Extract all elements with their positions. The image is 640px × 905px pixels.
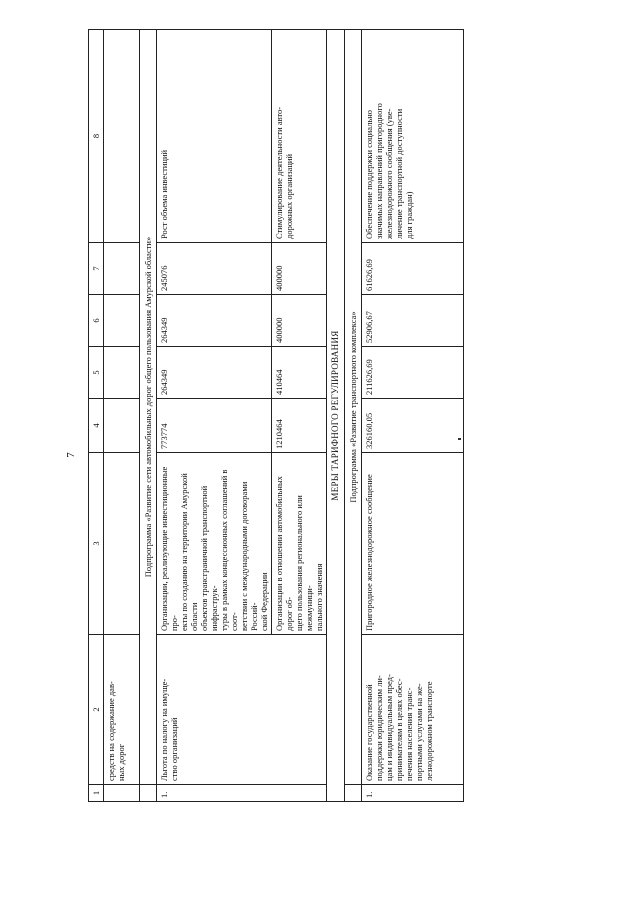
recipient-cell: Пригородное железнодорожное сообщение bbox=[362, 453, 464, 635]
result-cell: Обеспечение поддержки социально значимых направлений пригородного железнодорожного сообщения (уве- личение транспортной доступности для граждан) bbox=[362, 30, 464, 243]
value-cell: 773774 bbox=[157, 399, 272, 453]
result-cell: Стимулирование деятельности авто- дорожных организаций bbox=[272, 30, 327, 243]
value-cell: 211626,69 bbox=[362, 347, 464, 399]
rotated-table-area bbox=[88, 30, 450, 802]
subprogram-title: Подпрограмма «Развитие сети автомобильных дорог общего пользования Амурской области» bbox=[140, 30, 157, 785]
row-number: 1. bbox=[362, 785, 464, 802]
table-cell bbox=[104, 295, 140, 347]
table-cell bbox=[104, 30, 140, 243]
carryover-measure: средств на содержание дав- ных дорог bbox=[104, 635, 140, 785]
value-cell: 410464 bbox=[272, 347, 327, 399]
section-title: МЕРЫ ТАРИФНОГО РЕГУЛИРОВАНИЯ bbox=[327, 30, 345, 802]
header-cell-6: 6 bbox=[89, 295, 104, 347]
table-row bbox=[362, 30, 464, 802]
value-cell: 52906,67 bbox=[362, 295, 464, 347]
header-cell-2: 2 bbox=[89, 635, 104, 785]
value-cell: 264349 bbox=[157, 347, 272, 399]
subprogram-row bbox=[345, 30, 362, 802]
table-cell bbox=[140, 785, 157, 802]
table-sheet bbox=[88, 30, 450, 802]
measure-cell: Льгота по налогу на имуще- ство организаций bbox=[157, 635, 327, 785]
section-row bbox=[327, 30, 345, 802]
result-cell: Рост объема инвестиций bbox=[157, 30, 272, 243]
page-number: 7 bbox=[64, 452, 77, 458]
header-cell-1: 1 bbox=[89, 785, 104, 802]
value-cell: 400000 bbox=[272, 243, 327, 295]
table-cell bbox=[104, 243, 140, 295]
header-cell-7: 7 bbox=[89, 243, 104, 295]
table-cell bbox=[104, 347, 140, 399]
subprogram-title: Подпрограмма «Развитие транспортного комплекса» bbox=[345, 30, 362, 785]
table-cell bbox=[104, 785, 140, 802]
row-number: 1. bbox=[157, 785, 327, 802]
value-cell: 326160,05 bbox=[362, 399, 464, 453]
value-cell: 1210464 bbox=[272, 399, 327, 453]
table-cell bbox=[104, 399, 140, 453]
header-cell-5: 5 bbox=[89, 347, 104, 399]
header-row bbox=[89, 30, 104, 802]
measure-cell: Оказание государственной поддержки юридическим ли- цам и индивидуальным пред- принимателям в целях обес- печения населения транс- портными услугами на же- лезнодорожном транспорте bbox=[362, 635, 464, 785]
table-row bbox=[157, 30, 272, 802]
table-cell bbox=[104, 453, 140, 635]
recipient-cell: Организации в отношении автомобильных дорог об- щего пользования регионального или межмуници- пального значения bbox=[272, 453, 327, 635]
header-cell-8: 8 bbox=[89, 30, 104, 243]
header-cell-3: 3 bbox=[89, 453, 104, 635]
table-cell bbox=[345, 785, 362, 802]
value-cell: 400000 bbox=[272, 295, 327, 347]
table-row bbox=[104, 30, 140, 802]
header-cell-4: 4 bbox=[89, 399, 104, 453]
value-cell: 245076 bbox=[157, 243, 272, 295]
value-cell: 264349 bbox=[157, 295, 272, 347]
value-cell: 61626,69 bbox=[362, 243, 464, 295]
tax-benefits-table bbox=[88, 29, 464, 802]
recipient-cell: Организации, реализующие инвестиционные про- екты по созданию на территории Амурской области объектов трансграничной транспортной инфраструк- туры в рамках концессионных соглашений в соот- ветствии с международными договорами Россий- ской Федерации bbox=[157, 453, 272, 635]
subprogram-row bbox=[140, 30, 157, 802]
